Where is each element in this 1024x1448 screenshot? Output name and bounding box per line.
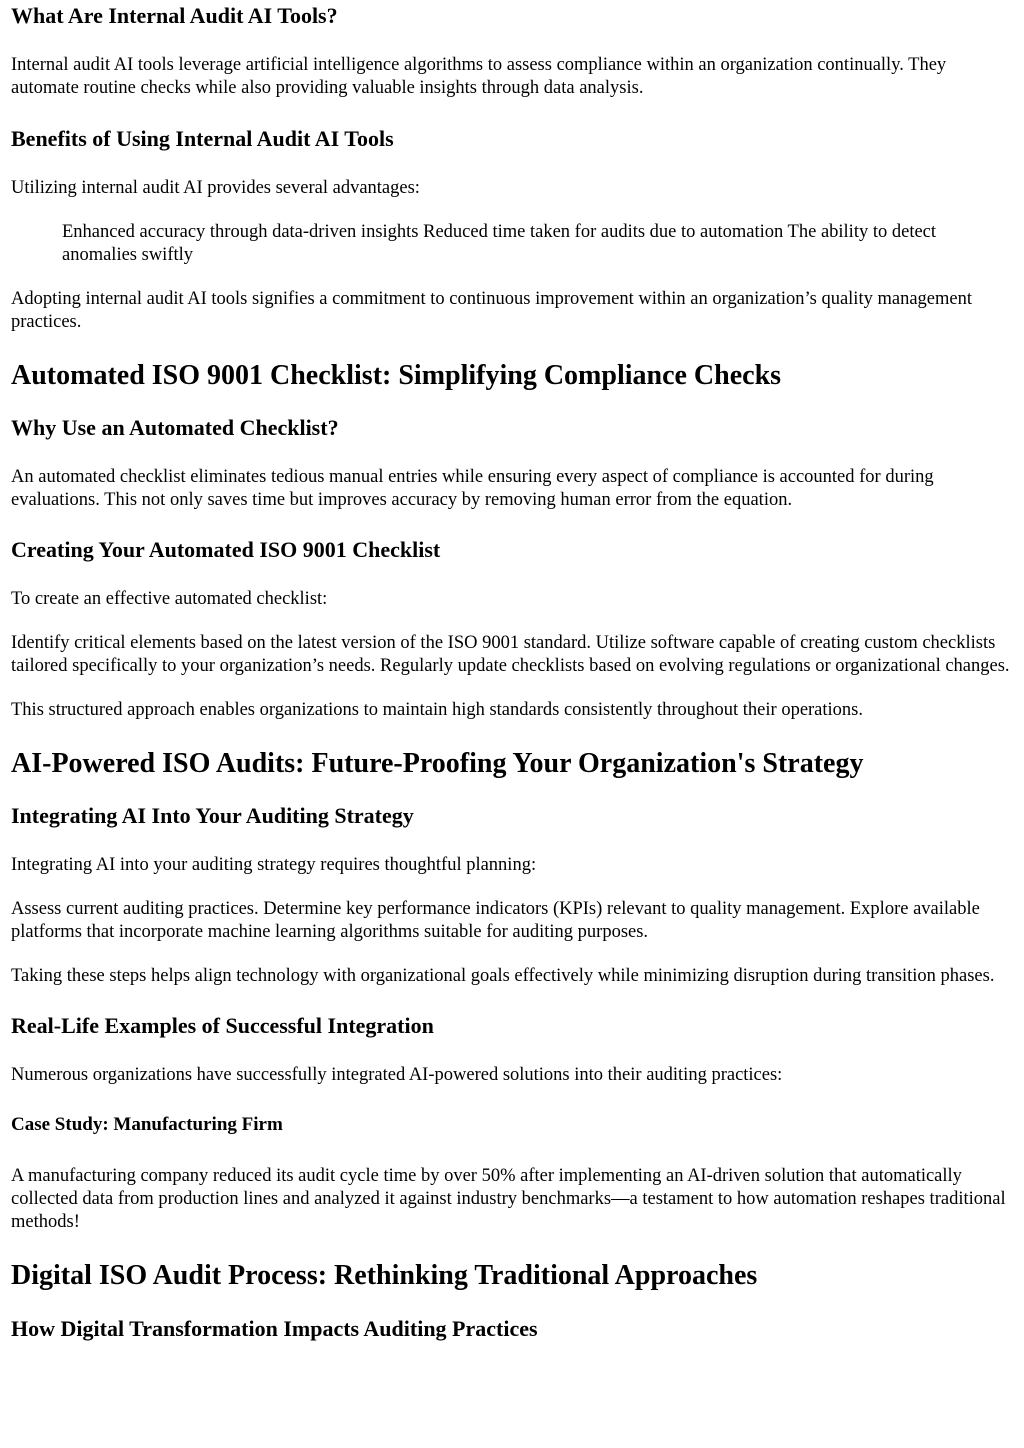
paragraph-integrating-steps: Assess current auditing practices. Determine key performance indicators (KPIs) relevant to quality management. Explore available platforms that incorporate machine learning algorithms suitable for auditing purposes.: [11, 899, 980, 942]
heading-benefits: Benefits of Using Internal Audit AI Tools: [11, 126, 394, 151]
section-title-automated-checklist: Automated ISO 9001 Checklist: Simplifying Compliance Checks: [11, 360, 782, 391]
paragraph-integrating-intro: Integrating AI into your auditing strategy requires thoughtful planning:: [11, 855, 537, 875]
benefits-list-blockquote: Enhanced accuracy through data-driven insights Reduced time taken for audits due to automation The ability to detect anomalies swiftly: [62, 222, 937, 265]
heading-what-are-ai-tools: What Are Internal Audit AI Tools?: [11, 3, 338, 28]
paragraph-examples-intro: Numerous organizations have successfully integrated AI-powered solutions into their auditing practices:: [11, 1065, 783, 1085]
paragraph-integrating-conclusion: Taking these steps helps align technology with organizational goals effectively while minimizing disruption during transition phases.: [11, 966, 995, 986]
paragraph-benefits-conclusion: Adopting internal audit AI tools signifies a commitment to continuous improvement within an organization’s quality management practices.: [11, 289, 972, 332]
paragraph-case-study: A manufacturing company reduced its audit cycle time by over 50% after implementing an AI-driven solution that automatically collected data from production lines and analyzed it against industry benchmarks—a testament to how automation reshapes traditional methods!: [11, 1166, 1006, 1232]
paragraph-why-automated-checklist: An automated checklist eliminates tedious manual entries while ensuring every aspect of compliance is accounted for during evaluations. This not only saves time but improves accuracy by removing human error from the equation.: [11, 467, 934, 510]
heading-real-life-examples: Real-Life Examples of Successful Integration: [11, 1013, 434, 1038]
article-page: [0, 2, 1024, 1342]
heading-integrating-ai: Integrating AI Into Your Auditing Strategy: [11, 803, 414, 828]
paragraph-creating-conclusion: This structured approach enables organizations to maintain high standards consistently throughout their operations.: [11, 700, 864, 720]
paragraph-creating-intro: To create an effective automated checklist:: [11, 589, 328, 609]
paragraph-creating-steps: Identify critical elements based on the latest version of the ISO 9001 standard. Utilize software capable of creating custom checklists tailored specifically to your organization’s needs. Regularly update checklists based on evolving regulations or organizational changes.: [11, 633, 1010, 676]
paragraph-benefits-intro: Utilizing internal audit AI provides several advantages:: [11, 178, 420, 198]
section-title-digital-audit: Digital ISO Audit Process: Rethinking Traditional Approaches: [11, 1260, 758, 1291]
section-title-ai-powered-audits: AI-Powered ISO Audits: Future-Proofing Your Organization's Strategy: [11, 748, 864, 779]
heading-why-automated-checklist: Why Use an Automated Checklist?: [11, 415, 339, 440]
heading-creating-checklist: Creating Your Automated ISO 9001 Checklist: [11, 537, 441, 562]
heading-digital-transformation: How Digital Transformation Impacts Auditing Practices: [11, 1316, 538, 1341]
paragraph-what-are-ai-tools: Internal audit AI tools leverage artificial intelligence algorithms to assess compliance within an organization continually. They automate routine checks while also providing valuable insights through data analysis.: [11, 55, 947, 98]
heading-case-study: Case Study: Manufacturing Firm: [11, 1114, 283, 1135]
